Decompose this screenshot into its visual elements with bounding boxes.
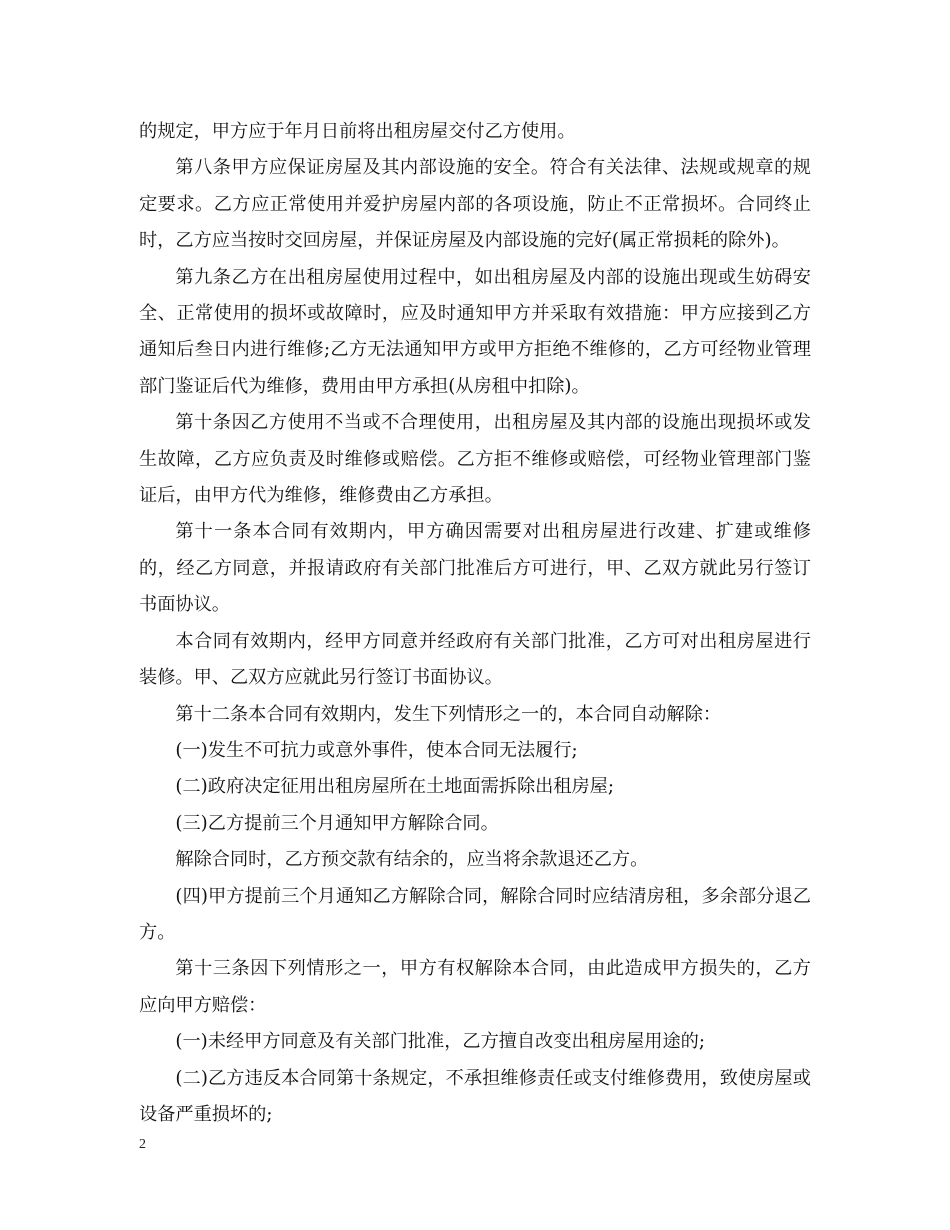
paragraph-article-8: 第八条甲方应保证房屋及其内部设施的安全。符合有关法律、法规或规章的规定要求。乙方应正常使用并爱护房屋内部的各项设施，防止不正常损坏。合同终止时，乙方应当按时交回房屋，并保证房屋及内部设施的完好(属正常损耗的除外)。 [139, 157, 811, 252]
paragraph-article-10: 第十条因乙方使用不当或不合理使用，出租房屋及其内部的设施出现损坏或发生故障，乙方应负责及时维修或赔偿。乙方拒不维修或赔偿，可经物业管理部门鉴证后，由甲方代为维修，维修费由乙方承担。 [139, 412, 811, 507]
paragraph-article-13: 第十三条因下列情形之一，甲方有权解除本合同，由此造成甲方损失的，乙方应向甲方赔偿： [139, 958, 811, 1016]
document-body [139, 114, 811, 1133]
paragraph-article-12-item-2: (二)政府决定征用出租房屋所在土地面需拆除出租房屋; [175, 776, 615, 798]
paragraph-continuation: 的规定，甲方应于年月日前将出租房屋交付乙方使用。 [139, 121, 576, 142]
page-number: 2 [139, 1137, 146, 1152]
paragraph-article-11: 第十一条本合同有效期内，甲方确因需要对出租房屋进行改建、扩建或维修的，经乙方同意，并报请政府有关部门批准后方可进行，甲、乙双方就此另行签订书面协议。 [139, 521, 811, 616]
paragraph-refund: 解除合同时，乙方预交款有结余的，应当将余款退还乙方。 [175, 849, 649, 871]
paragraph-article-12-item-4: (四)甲方提前三个月通知乙方解除合同，解除合同时应结清房租，多余部分退乙方。 [139, 885, 811, 943]
paragraph-article-12-item-1: (一)发生不可抗力或意外事件，使本合同无法履行; [175, 739, 578, 761]
paragraph-article-9: 第九条乙方在出租房屋使用过程中，如出租房屋及内部的设施出现或生妨碍安全、正常使用的损坏或故障时，应及时通知甲方并采取有效措施：甲方应接到乙方通知后叁日内进行维修;乙方无法通知甲方或甲方拒绝不维修的，乙方可经物业管理部门鉴证后代为维修，费用由甲方承担(从房租中扣除)。 [139, 266, 811, 397]
paragraph-renovation: 本合同有效期内，经甲方同意并经政府有关部门批准，乙方可对出租房屋进行装修。甲、乙双方应就此另行签订书面协议。 [139, 630, 811, 689]
paragraph-article-12: 第十二条本合同有效期内，发生下列情形之一的，本合同自动解除： [175, 703, 722, 725]
paragraph-article-13-item-1: (一)未经甲方同意及有关部门批准，乙方擅自改变出租房屋用途的; [175, 1031, 705, 1053]
paragraph-article-13-item-2: (二)乙方违反本合同第十条规定，不承担维修责任或支付维修费用，致使房屋或设备严重损坏的; [139, 1067, 811, 1125]
paragraph-article-12-item-3: (三)乙方提前三个月通知甲方解除合同。 [175, 812, 499, 834]
